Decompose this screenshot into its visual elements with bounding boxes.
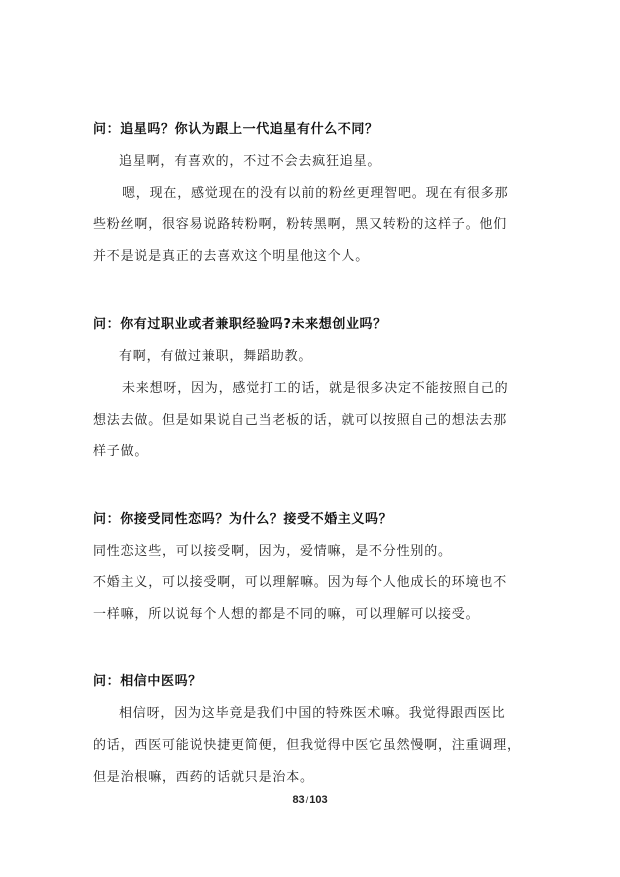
total-pages-number: 103 bbox=[309, 794, 328, 806]
answer-line: 有啊，有做过兼职，舞蹈助教。 bbox=[119, 349, 313, 364]
answer-line: 追星啊，有喜欢的，不过不会去疯狂追星。 bbox=[119, 154, 382, 169]
answer-line: 并不是说是真正的去喜欢这个明星他这个人。 bbox=[93, 249, 370, 264]
answer-line: 同性恋这些，可以接受啊，因为，爱情嘛，是不分性别的。 bbox=[93, 544, 452, 559]
question-heading: 问：你接受同性恋吗？为什么？接受不婚主义吗？ bbox=[93, 512, 393, 527]
question-heading: 问：追星吗？你认为跟上一代追星有什么不同？ bbox=[93, 122, 379, 137]
answer-line: 不婚主义，可以接受啊，可以理解嘛。因为每个人他成长的环境也不 bbox=[93, 575, 508, 590]
answer-line: 些粉丝啊，很容易说路转粉啊，粉转黑啊，黑又转粉的这样子。他们 bbox=[93, 217, 508, 232]
question-heading: 问：相信中医吗？ bbox=[93, 674, 202, 689]
answer-line: 嗯，现在，感觉现在的没有以前的粉丝更理智吧。现在有很多那 bbox=[122, 186, 509, 201]
answer-line: 未来想呀，因为，感觉打工的话，就是很多决定不能按照自己的 bbox=[122, 381, 509, 396]
answer-line: 但是治根嘛，西药的话就只是治本。 bbox=[93, 770, 314, 785]
answer-line: 想法去做。但是如果说自己当老板的话，就可以按照自己的想法去那 bbox=[93, 413, 508, 428]
page-separator: / bbox=[305, 795, 309, 805]
question-heading: 问：你有过职业或者兼职经验吗?未来想创业吗？ bbox=[93, 317, 387, 332]
answer-line: 样子做。 bbox=[93, 444, 149, 459]
answer-line: 相信呀，因为这毕竟是我们中国的特殊医术嘛。我觉得跟西医比 bbox=[119, 706, 506, 721]
answer-line: 一样嘛，所以说每个人想的都是不同的嘛，可以理解可以接受。 bbox=[93, 607, 480, 622]
page-number bbox=[0, 794, 620, 806]
answer-line: 的话，西医可能说快捷更简便，但我觉得中医它虽然慢啊，注重调理， bbox=[93, 738, 521, 753]
current-page-number: 83 bbox=[292, 794, 305, 806]
